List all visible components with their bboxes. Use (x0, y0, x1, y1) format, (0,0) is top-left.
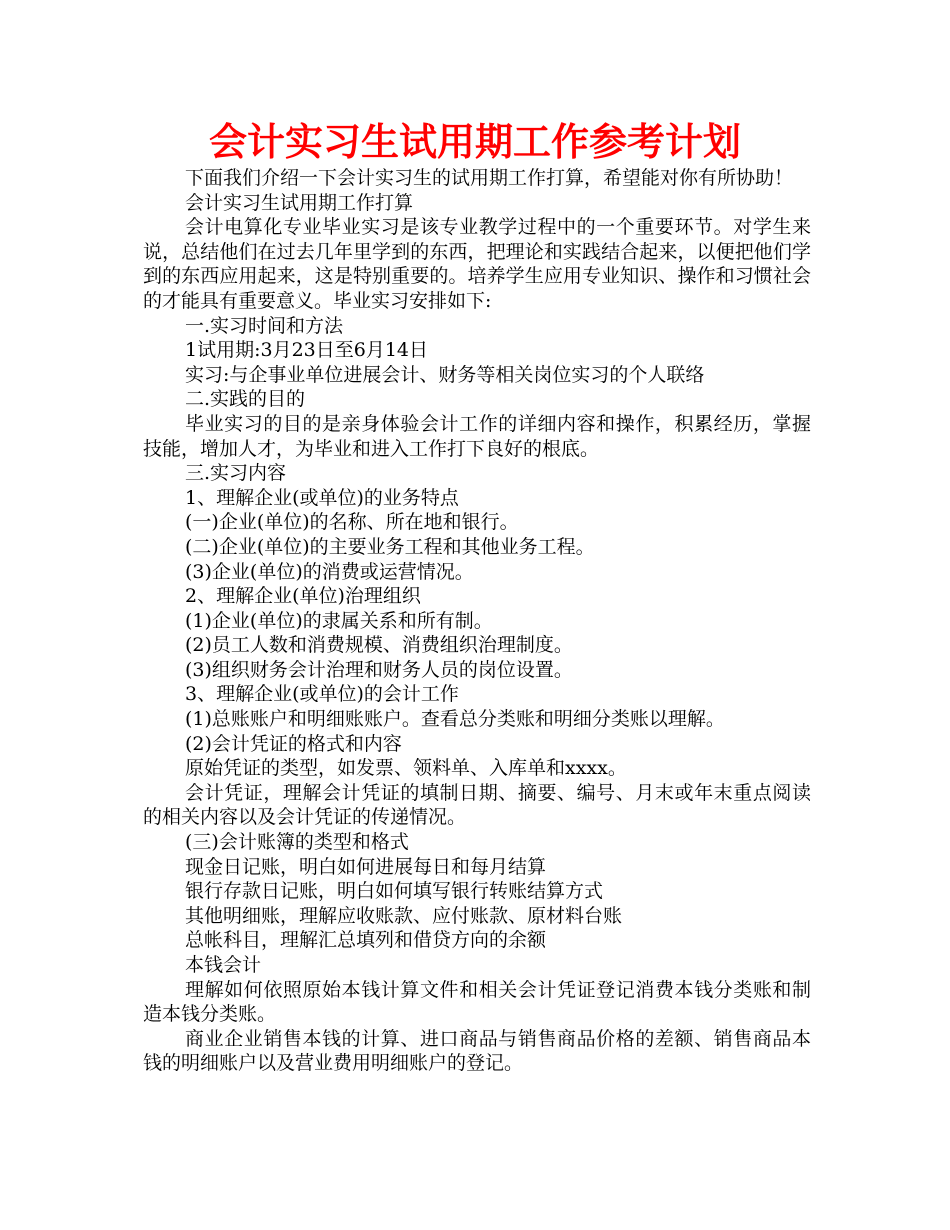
document-title: 会计实习生试用期工作参考计划 (208, 120, 741, 164)
list-item: 2、理解企业(单位)治理组织 (185, 585, 421, 608)
list-item: 3、理解企业(或单位)的会计工作 (185, 683, 459, 706)
list-item: (1)企业(单位)的隶属关系和所有制。 (185, 609, 493, 632)
paragraph-overview: 会计电算化专业毕业实习是该专业教学过程中的一个重要环节。对学生来说，总结他们在过去几年里学到的东西，把理论和实践结合起来，以便把他们学到的东西应用起来，这是特别重要的。培养学生应用专业知识、操作和习惯社会的才能具有重要意义。毕业实习安排如下: (143, 216, 811, 312)
paragraph-internship-contact: 实习:与企事业单位进展会计、财务等相关岗位实习的个人联络 (185, 363, 705, 386)
section-heading-time-method: 一.实习时间和方法 (185, 314, 344, 337)
list-item: 其他明细账，理解应收账款、应付账款、原材料台账 (185, 904, 623, 927)
section-heading-content: 三.实习内容 (185, 462, 287, 485)
paragraph-plan-heading: 会计实习生试用期工作打算 (185, 191, 414, 214)
paragraph-trial-period: 1试用期:3月23日至6月14日 (185, 339, 429, 362)
list-item: (三)会计账簿的类型和格式 (185, 831, 409, 854)
paragraph-intro: 下面我们介绍一下会计实习生的试用期工作打算，希望能对你有所协助！ (185, 167, 794, 189)
list-item: 商业企业销售本钱的计算、进口商品与销售商品价格的差额、销售商品本钱的明细账户以及营业费用明细账户的登记。 (143, 1027, 811, 1075)
paragraph-purpose: 毕业实习的目的是亲身体验会计工作的详细内容和操作，积累经历，掌握技能，增加人才，为毕业和进入工作打下良好的根底。 (143, 412, 811, 460)
list-item: (3)企业(单位)的消费或运营情况。 (185, 560, 474, 583)
list-item: 理解如何依照原始本钱计算文件和相关会计凭证登记消费本钱分类账和制造本钱分类账。 (143, 978, 811, 1026)
document-body (143, 166, 811, 1076)
list-item: 现金日记账，明白如何进展每日和每月结算 (185, 855, 547, 878)
list-item: (一)企业(单位)的名称、所在地和银行。 (185, 511, 519, 534)
section-heading-purpose: 二.实践的目的 (185, 388, 306, 411)
list-item: (二)企业(单位)的主要业务工程和其他业务工程。 (185, 535, 595, 558)
list-item: 会计凭证，理解会计凭证的填制日期、摘要、编号、月末或年末重点阅读的相关内容以及会计凭证的传递情况。 (143, 781, 811, 829)
list-item: (2)员工人数和消费规模、消费组织治理制度。 (185, 634, 573, 657)
list-item: 总帐科目，理解汇总填列和借贷方向的余额 (185, 929, 547, 952)
list-item: 1、理解企业(或单位)的业务特点 (185, 486, 459, 509)
list-item: (2)会计凭证的格式和内容 (185, 732, 402, 755)
list-item: (1)总账账户和明细账账户。查看总分类账和明细分类账以理解。 (185, 708, 725, 731)
list-item: 本钱会计 (185, 954, 262, 976)
list-item: 银行存款日记账，明白如何填写银行转账结算方式 (185, 880, 604, 903)
list-item: 原始凭证的类型，如发票、领料单、入库单和xxxx。 (185, 757, 627, 780)
list-item: (3)组织财务会计治理和财务人员的岗位设置。 (185, 658, 573, 681)
